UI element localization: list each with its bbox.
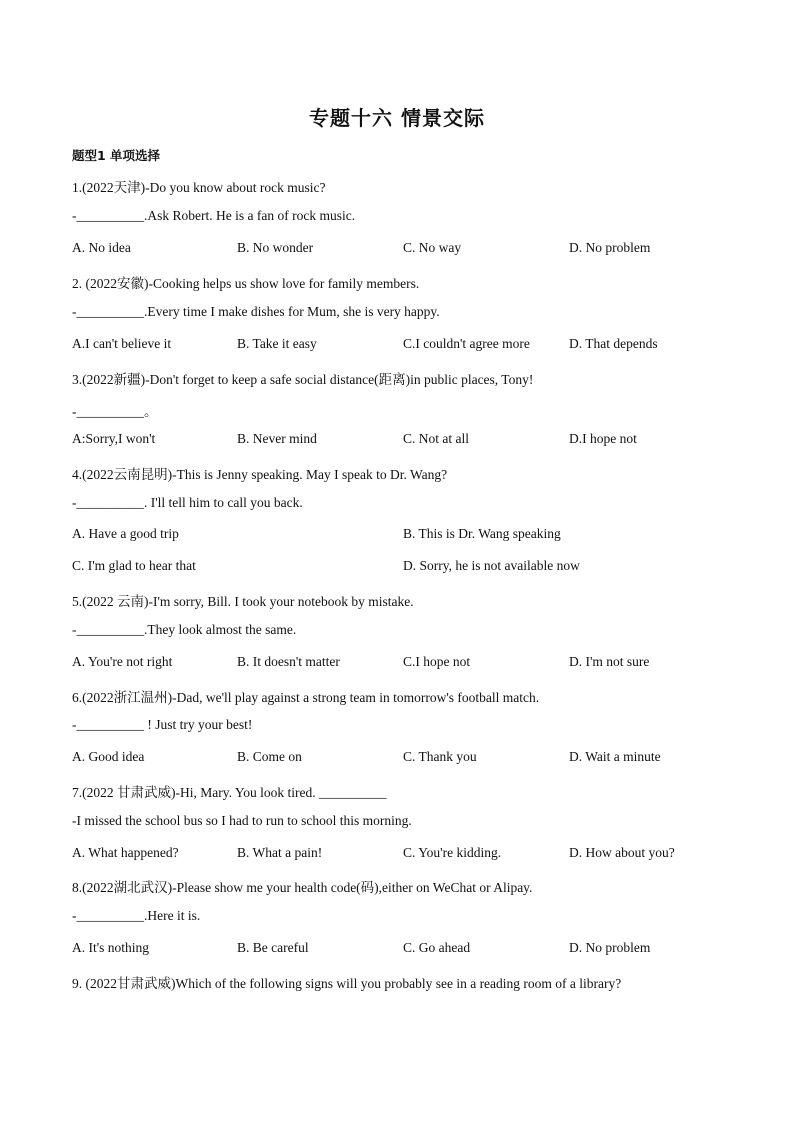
option-b: B. Take it easy bbox=[237, 336, 317, 351]
option-d: D. Sorry, he is not available now bbox=[403, 558, 580, 573]
question-stem: 4.(2022云南昆明)-This is Jenny speaking. May I speak to Dr. Wang? bbox=[72, 467, 448, 482]
options-row bbox=[72, 654, 732, 672]
option-b: B. This is Dr. Wang speaking bbox=[403, 526, 561, 541]
option-c: C.I hope not bbox=[403, 654, 471, 669]
answer-line: -__________ ! Just try your best! bbox=[72, 717, 253, 732]
question-stem: 3.(2022新疆)-Don't forget to keep a safe social distance(距离)in public places, Tony! bbox=[72, 372, 534, 387]
answer-line: -__________.They look almost the same. bbox=[72, 622, 297, 637]
option-c: C. You're kidding. bbox=[403, 845, 502, 860]
options-row bbox=[72, 845, 732, 863]
question-stem: 5.(2022 云南)-I'm sorry, Bill. I took your notebook by mistake. bbox=[72, 594, 414, 609]
option-d: D. That depends bbox=[569, 336, 658, 351]
option-c: C. No way bbox=[403, 240, 462, 255]
question-stem: 8.(2022湖北武汉)-Please show me your health code(码),either on WeChat or Alipay. bbox=[72, 880, 533, 895]
option-c: C. Go ahead bbox=[403, 940, 471, 955]
option-d: D. No problem bbox=[569, 240, 651, 255]
option-a: A. You're not right bbox=[72, 654, 173, 669]
option-a: A:Sorry,I won't bbox=[72, 431, 156, 446]
options-row bbox=[72, 431, 732, 449]
option-a: A. What happened? bbox=[72, 845, 179, 860]
option-d: D. Wait a minute bbox=[569, 749, 661, 764]
answer-line: -__________.Every time I make dishes for Mum, she is very happy. bbox=[72, 304, 440, 319]
options-row bbox=[72, 558, 732, 576]
option-b: B. Never mind bbox=[237, 431, 317, 446]
answer-line: -__________. I'll tell him to call you back. bbox=[72, 495, 303, 510]
option-d: D. How about you? bbox=[569, 845, 675, 860]
option-a: A.I can't believe it bbox=[72, 336, 172, 351]
answer-line: -__________.Ask Robert. He is a fan of rock music. bbox=[72, 208, 356, 223]
option-c: C.I couldn't agree more bbox=[403, 336, 530, 351]
question-stem: 1.(2022天津)-Do you know about rock music? bbox=[72, 180, 326, 195]
question-stem: 6.(2022浙江温州)-Dad, we'll play against a strong team in tomorrow's football match. bbox=[72, 690, 540, 705]
section-heading: 题型1 单项选择 bbox=[72, 148, 161, 163]
option-d: D.I hope not bbox=[569, 431, 637, 446]
option-a: A. Good idea bbox=[72, 749, 145, 764]
option-b: B. It doesn't matter bbox=[237, 654, 340, 669]
option-b: B. Be careful bbox=[237, 940, 309, 955]
answer-line: -__________。 bbox=[72, 404, 158, 419]
page-title: 专题十六 情景交际 bbox=[309, 106, 485, 130]
options-row bbox=[72, 940, 732, 958]
options-row bbox=[72, 749, 732, 767]
option-b: B. Come on bbox=[237, 749, 302, 764]
option-c: C. Not at all bbox=[403, 431, 469, 446]
question-stem: 2. (2022安徽)-Cooking helps us show love for family members. bbox=[72, 276, 420, 291]
option-d: D. I'm not sure bbox=[569, 654, 650, 669]
option-d: D. No problem bbox=[569, 940, 651, 955]
answer-line: -__________.Here it is. bbox=[72, 908, 201, 923]
options-row bbox=[72, 336, 732, 354]
option-c: C. I'm glad to hear that bbox=[72, 558, 196, 573]
question-stem: 9. (2022甘肃武威)Which of the following signs will you probably see in a reading room of a library? bbox=[72, 976, 622, 991]
option-a: A. It's nothing bbox=[72, 940, 150, 955]
option-a: A. No idea bbox=[72, 240, 131, 255]
option-c: C. Thank you bbox=[403, 749, 477, 764]
option-b: B. No wonder bbox=[237, 240, 314, 255]
question-stem: 7.(2022 甘肃武威)-Hi, Mary. You look tired. __________ bbox=[72, 785, 387, 800]
option-b: B. What a pain! bbox=[237, 845, 323, 860]
options-row bbox=[72, 240, 732, 258]
answer-line: -I missed the school bus so I had to run to school this morning. bbox=[72, 813, 412, 828]
options-row bbox=[72, 526, 732, 544]
option-a: A. Have a good trip bbox=[72, 526, 179, 541]
